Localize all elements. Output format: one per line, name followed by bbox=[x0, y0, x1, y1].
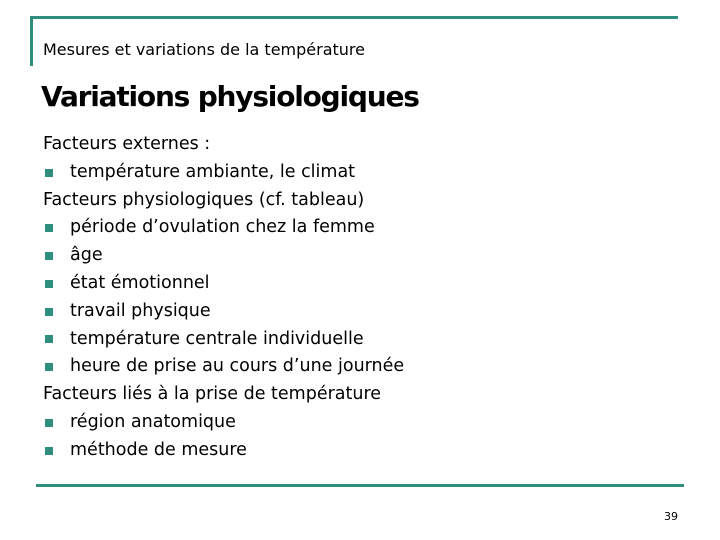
square-bullet-icon bbox=[45, 363, 53, 371]
square-bullet-icon bbox=[45, 224, 53, 232]
list-item-text: température ambiante, le climat bbox=[70, 161, 356, 182]
list-item-text: travail physique bbox=[70, 300, 211, 321]
list-item-text: méthode de mesure bbox=[70, 439, 247, 460]
square-bullet-icon bbox=[45, 280, 53, 288]
section-heading-external: Facteurs externes : bbox=[43, 134, 211, 154]
list-item bbox=[43, 159, 663, 187]
slide-content bbox=[43, 131, 663, 465]
list-item bbox=[43, 353, 663, 381]
slide-title: Variations physiologiques bbox=[41, 80, 419, 113]
list-item-text: région anatomique bbox=[70, 411, 236, 432]
square-bullet-icon bbox=[45, 447, 53, 455]
section-heading-measurement: Facteurs liés à la prise de température bbox=[43, 384, 382, 405]
list-item bbox=[43, 242, 663, 270]
bottom-border-line bbox=[36, 484, 684, 487]
square-bullet-icon bbox=[45, 169, 53, 177]
left-border-line bbox=[30, 16, 33, 66]
section-heading-physiological: Facteurs physiologiques (cf. tableau) bbox=[43, 189, 365, 210]
list-item bbox=[43, 298, 663, 326]
square-bullet-icon bbox=[45, 335, 53, 343]
list-item-text: état émotionnel bbox=[70, 272, 210, 293]
slide-subtitle: Mesures et variations de la température bbox=[43, 40, 365, 59]
list-item-text: température centrale individuelle bbox=[70, 328, 364, 349]
square-bullet-icon bbox=[45, 419, 53, 427]
list-item bbox=[43, 326, 663, 354]
list-item bbox=[43, 437, 663, 465]
list-item-text: heure de prise au cours d’une journée bbox=[70, 356, 405, 377]
square-bullet-icon bbox=[45, 308, 53, 316]
list-item bbox=[43, 409, 663, 437]
square-bullet-icon bbox=[45, 252, 53, 260]
page-number: 39 bbox=[664, 510, 678, 523]
list-item-text: âge bbox=[70, 245, 103, 266]
list-item bbox=[43, 270, 663, 298]
list-item-text: période d’ovulation chez la femme bbox=[70, 217, 375, 238]
list-item bbox=[43, 214, 663, 242]
top-border-line bbox=[30, 16, 678, 19]
